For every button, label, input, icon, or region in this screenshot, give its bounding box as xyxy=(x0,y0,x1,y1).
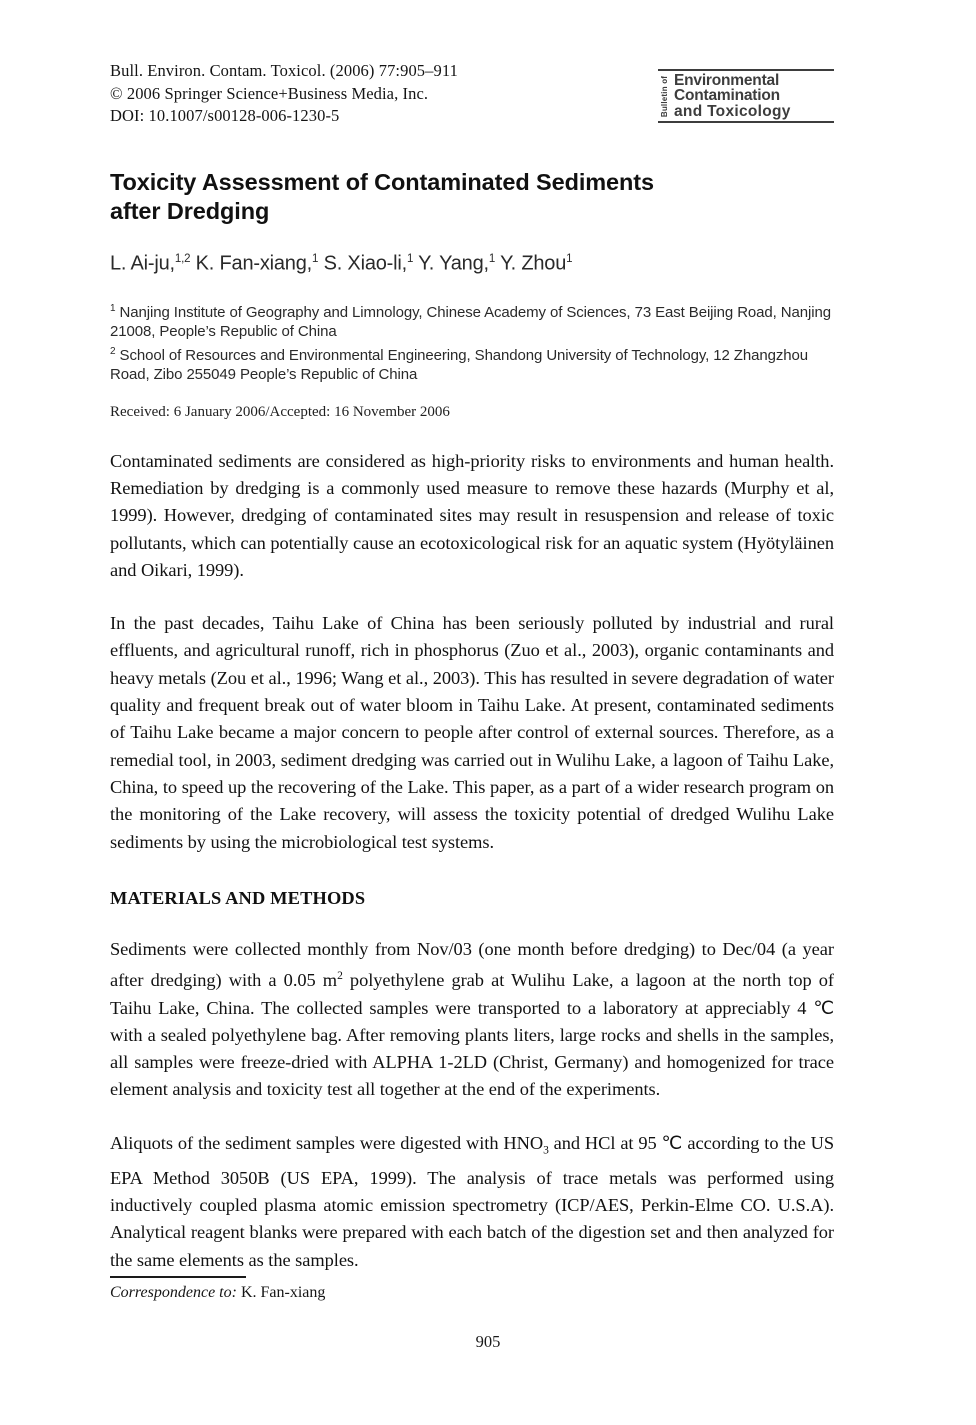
author-affiliation-marker: 1 xyxy=(488,253,496,265)
body-paragraph-2: In the past decades, Taihu Lake of China has been seriously polluted by industrial and rural effluents, and agricultural runoff, rich in phosphorus (Zuo et al., 2003), organic contaminants and heavy metals (Zou et al., 1996; Wang et al., 2003). This has resulted in severe degradation of water quality and frequent break out of water bloom in Taihu Lake. At present, contaminated sediments of Taihu Lake became a major concern to people after control of external sources. Therefore, as a remedial tool, in 2003, sediment dredging was carried out in Wulihu Lake, a lagoon of Taihu Lake, China, to speed up the recovering of the Lake. This paper, as a part of a wider research program on the monitoring of the Lake recovery, will assess the toxicity potential of dredged Wulihu Lake sediments by using the microbiological test systems. xyxy=(110,613,834,852)
affiliation-marker: 2 xyxy=(110,345,116,357)
masthead xyxy=(110,60,834,138)
affiliation-list xyxy=(110,299,834,385)
nitric-acid-subscript: 3 xyxy=(543,1144,549,1157)
author-name: Y. Zhou xyxy=(500,252,567,275)
body-paragraph-4-part-2: and HCl at 95 ℃ according to the US EPA Method 3050B (US EPA, 1999). The analysis of trace metals was performed using inductively coupled plasma atomic emission spectrometry (ICP/AES, Perkin-Elme CO. U.S.A). Analytical reagent blanks were prepared with each batch of the digestion set and then analyzed for the same elements as the samples. xyxy=(110,1132,835,1270)
affiliation-item xyxy=(110,299,834,342)
affiliation-text: Nanjing Institute of Geography and Limnology, Chinese Academy of Sciences, 73 East Beijing Road, Nanjing 21008, People’s Republic of China xyxy=(110,303,831,341)
affiliation-text: School of Resources and Environmental Engineering, Shandong University of Technology, 12 Zhangzhou Road, Zibo 255049 People’s Republic of China xyxy=(110,346,808,384)
author-affiliation-marker: 1 xyxy=(406,253,414,265)
correspondence-footnote xyxy=(110,1276,834,1303)
correspondence-text xyxy=(110,1283,834,1303)
logo-line-contamination: Contamination xyxy=(674,87,780,105)
author-affiliation-marker: 1,2 xyxy=(174,253,191,265)
doi-line: DOI: 10.1007/s00128-006-1230-5 xyxy=(110,106,340,125)
logo-bulletin-of-text: Bulletin of xyxy=(660,75,669,117)
author-name: Y. Yang, xyxy=(418,252,489,275)
author-affiliation-marker: 1 xyxy=(566,253,573,265)
body-paragraph-3-part-1: Sediments were collected monthly from Nov/03 (one month before dredging) to Dec/04 (a year after dredging) with a 0.05 m xyxy=(110,938,834,991)
logo-wordmark xyxy=(674,69,834,123)
logo-line-and-toxicology: and Toxicology xyxy=(674,102,791,120)
article-title xyxy=(110,168,834,226)
section-heading-materials-and-methods: MATERIALS AND METHODS xyxy=(110,887,366,908)
correspondence-name: K. Fan-xiang xyxy=(240,1283,326,1301)
body-paragraph-3 xyxy=(110,936,834,1104)
journal-logo xyxy=(658,69,834,123)
body-paragraph-4-part-1: Aliquots of the sediment samples were digested with HNO xyxy=(110,1132,544,1153)
page-content xyxy=(110,60,834,1274)
body-paragraph-1: Contaminated sediments are considered as high-priority risks to environments and human health. Remediation by dredging is a commonly used measure to remove these hazards (Murphy et al, 1999). However, dredging of contaminated sites may result in resuspension and release of toxic pollutants, which can potentially cause an ecotoxicological risk for an aquatic system (Hyötyläinen and Oikari, 1999). xyxy=(110,450,834,580)
logo-rule-bottom xyxy=(658,121,834,123)
article-history: Received: 6 January 2006/Accepted: 16 November 2006 xyxy=(110,403,450,420)
author-name: S. Xiao-li, xyxy=(323,252,407,275)
logo-line-environmental: Environmental xyxy=(674,71,780,89)
logo-rule-top xyxy=(658,69,834,71)
author-name: K. Fan-xiang, xyxy=(195,252,313,275)
affiliation-marker: 1 xyxy=(110,302,116,314)
footnote-divider xyxy=(110,1276,246,1278)
logo-vertical-text-wrap xyxy=(658,72,671,120)
article-title-line-2: after Dredging xyxy=(110,198,270,224)
correspondence-label: Correspondence to: xyxy=(110,1283,237,1301)
affiliation-item xyxy=(110,342,834,385)
page-number: 905 xyxy=(475,1332,501,1351)
author-list xyxy=(110,246,834,277)
article-title-line-1: Toxicity Assessment of Contaminated Sediments xyxy=(110,169,654,195)
square-meter-exponent: 2 xyxy=(337,970,343,983)
body-paragraph-4 xyxy=(110,1130,834,1274)
journal-citation-line: Bull. Environ. Contam. Toxicol. (2006) 77:905–911 xyxy=(110,61,458,80)
copyright-line: © 2006 Springer Science+Business Media, Inc. xyxy=(110,83,429,103)
body-paragraph-3-part-2: polyethylene grab at Wulihu Lake, a lagoon at the north top of Taihu Lake, China. The collected samples were transported to a laboratory at appreciably 4 ℃ with a sealed polyethylene bag. After removing plants liters, large rocks and shells in the samples, all samples were freeze-dried with ALPHA 1-2LD (Christ, Germany) and homogenized for trace element analysis and toxicity test all together at the end of the experiments. xyxy=(110,970,834,1100)
author-name: L. Ai-ju, xyxy=(110,252,175,275)
author-affiliation-marker: 1 xyxy=(312,253,319,265)
